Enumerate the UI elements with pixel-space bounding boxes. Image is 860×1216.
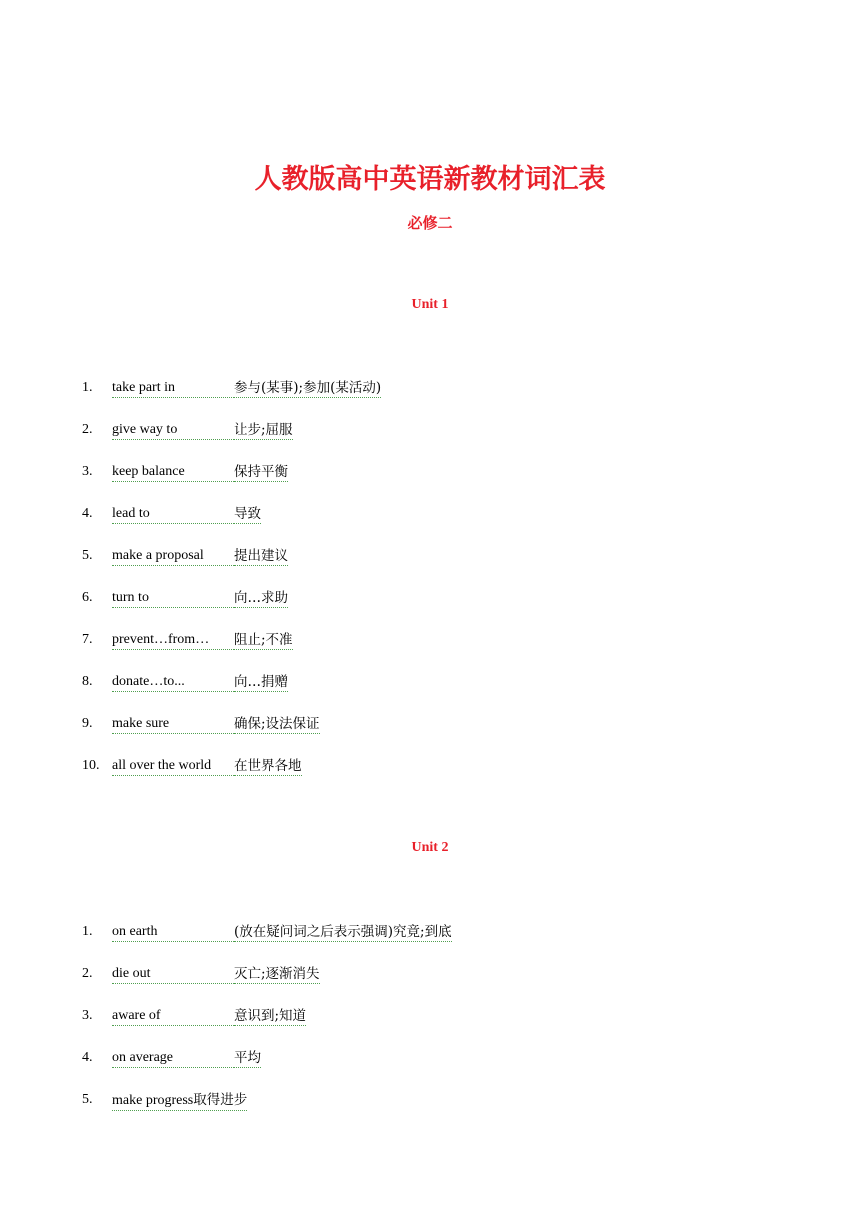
item-number: 9. <box>82 716 93 731</box>
item-meaning: 灭亡;逐渐消失 <box>234 963 320 984</box>
unit-heading: Unit 2 <box>411 840 449 855</box>
vocab-item <box>0 1005 860 1047</box>
item-number: 5. <box>82 548 93 563</box>
item-number: 8. <box>82 674 93 689</box>
item-meaning: 向…捐赠 <box>234 671 288 692</box>
vocab-item <box>0 629 860 671</box>
document-subtitle: 必修二 <box>407 214 453 232</box>
item-number: 2. <box>82 966 93 981</box>
item-phrase: on average <box>112 1047 234 1068</box>
vocab-item <box>0 419 860 461</box>
item-number: 5. <box>82 1092 93 1107</box>
item-number: 7. <box>82 632 93 647</box>
item-meaning: 确保;设法保证 <box>234 713 320 734</box>
item-meaning: (放在疑问词之后表示强调)究竟;到底 <box>234 921 452 942</box>
item-phrase: lead to <box>112 503 234 524</box>
vocab-item <box>0 545 860 587</box>
item-phrase: donate…to... <box>112 671 234 692</box>
item-phrase: make a proposal <box>112 545 234 566</box>
item-phrase: make progress <box>112 1093 194 1108</box>
item-meaning: 阻止;不准 <box>234 629 293 650</box>
item-phrase: keep balance <box>112 461 234 482</box>
vocab-list-unit-1 <box>0 377 860 797</box>
vocab-item <box>0 503 860 545</box>
item-number: 3. <box>82 464 93 479</box>
item-number: 1. <box>82 924 93 939</box>
item-meaning: 在世界各地 <box>234 755 302 776</box>
vocab-item <box>0 755 860 797</box>
vocab-list-unit-2 <box>0 921 860 1131</box>
item-meaning: 保持平衡 <box>234 461 288 482</box>
item-phrase: all over the world <box>112 755 234 776</box>
unit-heading: Unit 1 <box>411 297 449 312</box>
item-phrase: die out <box>112 963 234 984</box>
item-phrase: give way to <box>112 419 234 440</box>
item-phrase: turn to <box>112 587 234 608</box>
item-meaning: 向…求助 <box>234 587 288 608</box>
item-number: 6. <box>82 590 93 605</box>
item-phrase: on earth <box>112 921 234 942</box>
vocab-item <box>0 1047 860 1089</box>
item-phrase: take part in <box>112 377 234 398</box>
vocab-item <box>0 963 860 1005</box>
item-number: 3. <box>82 1008 93 1023</box>
item-number: 1. <box>82 380 93 395</box>
vocab-item <box>0 671 860 713</box>
item-meaning: 让步;屈服 <box>234 419 293 440</box>
vocab-item <box>0 713 860 755</box>
item-number: 4. <box>82 506 93 521</box>
item-meaning: 取得进步 <box>193 1092 248 1108</box>
item-meaning: 意识到;知道 <box>234 1005 306 1026</box>
vocab-item <box>0 921 860 963</box>
item-phrase: make sure <box>112 713 234 734</box>
vocab-item <box>0 377 860 419</box>
item-number: 4. <box>82 1050 93 1065</box>
item-phrase: aware of <box>112 1005 234 1026</box>
document-title: 人教版高中英语新教材词汇表 <box>254 164 606 195</box>
item-meaning: 提出建议 <box>234 545 288 566</box>
item-number: 2. <box>82 422 93 437</box>
item-meaning: 参与(某事);参加(某活动) <box>234 377 381 398</box>
item-meaning: 导致 <box>234 503 261 524</box>
item-number: 10. <box>82 758 100 773</box>
vocab-item <box>0 587 860 629</box>
item-phrase: prevent…from… <box>112 629 234 650</box>
vocab-item <box>0 1089 860 1131</box>
item-meaning: 平均 <box>234 1047 261 1068</box>
vocab-item <box>0 461 860 503</box>
item-phrase-meaning <box>112 1089 247 1111</box>
